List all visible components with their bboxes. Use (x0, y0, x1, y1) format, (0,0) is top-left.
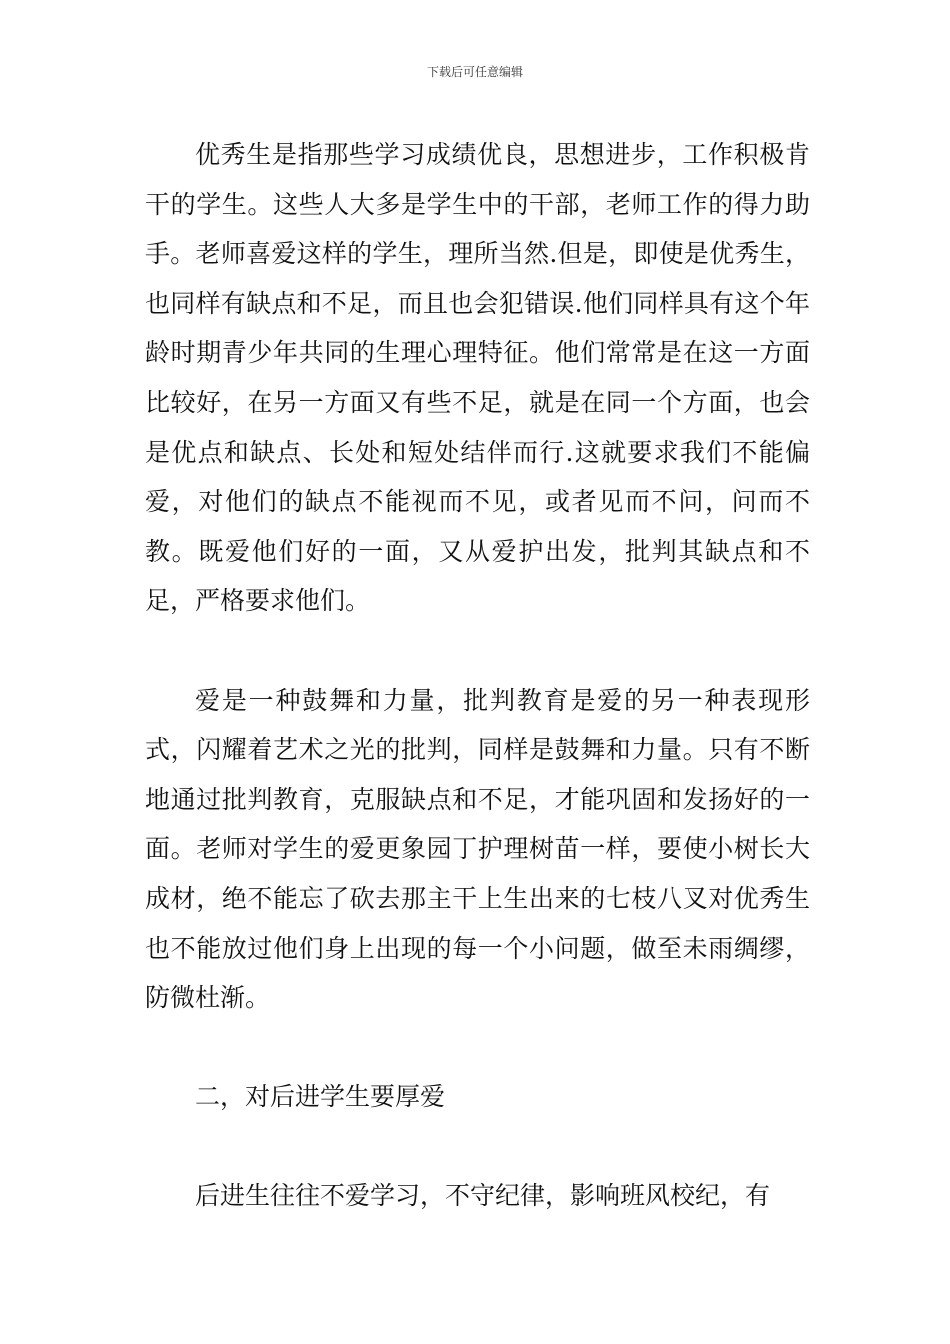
paragraph-struggling-students: 后进生往往不爱学习，不守纪律，影响班风校纪，有 (195, 1181, 771, 1211)
page-header-note: 下载后可任意编辑 (426, 65, 523, 79)
paragraph-criticism-as-love: 爱是一种鼓舞和力量，批判教育是爱的另一种表现形式，闪耀着艺术之光的批判，同样是鼓舞和力量。只有不断地通过批判教育，克服缺点和不足，才能巩固和发扬好的一面。老师对学生的爱更象园丁护理树苗一样，要使小树长大成材，绝不能忘了砍去那主干上生出来的七枝八叉对优秀生也不能放过他们身上出现的每一个小问题，做至未雨绸缪，防微杜渐。 (145, 685, 810, 1013)
section-heading-struggling-students: 二，对后进学生要厚爱 (195, 1082, 446, 1112)
paragraph-excellent-students: 优秀生是指那些学习成绩优良，思想进步，工作积极肯干的学生。这些人大多是学生中的干部，老师工作的得力助手。老师喜爱这样的学生，理所当然.但是，即使是优秀生，也同样有缺点和不足，而且也会犯错误.他们同样具有这个年龄时期青少年共同的生理心理特征。他们常常是在这一方面比较好，在另一方面又有些不足，就是在同一个方面，也会是优点和缺点、长处和短处结伴而行.这就要求我们不能偏爱，对他们的缺点不能视而不见，或者见而不问，问而不教。既爱他们好的一面，又从爱护出发，批判其缺点和不足，严格要求他们。 (145, 140, 810, 616)
document-body (145, 130, 810, 1221)
